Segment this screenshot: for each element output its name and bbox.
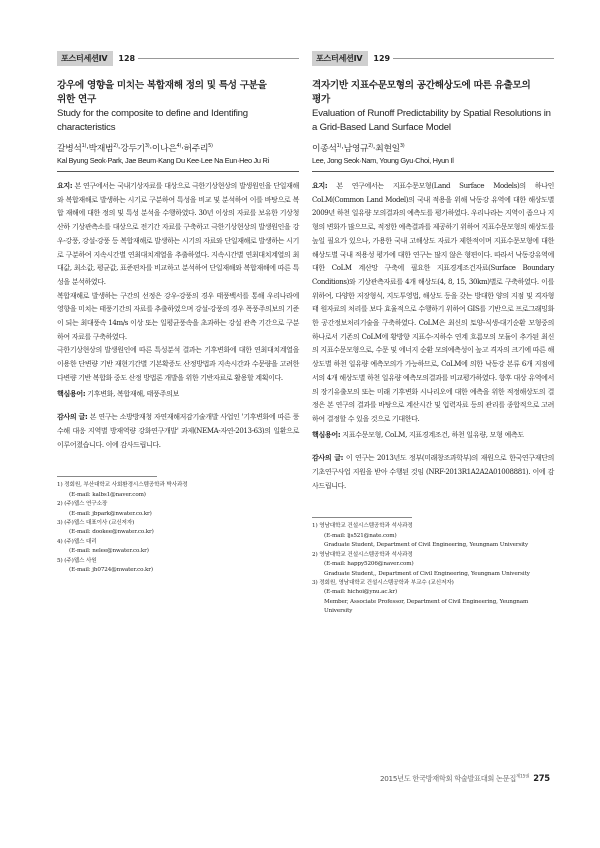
title-rule — [57, 171, 299, 172]
article-number: 129 — [373, 54, 391, 63]
session-header — [57, 52, 299, 65]
footnote-rule — [312, 517, 412, 518]
authors-ko: 갈병석$^{1)}$·박재범$^{2)}$·강두기$^{3)}$·이나은$^{4)}$·허주리$^{5)}$ — [57, 143, 213, 154]
acknowledgement: 감사의 글: 본 연구는 소방방재청 자연재해저감기술개발 사업인 '기후변화에 따른 풍수해 대응 지역별 방재역량 강화연구개발' 과제(NEMA-자연-2013-63)의 일환으로 이루어졌습니다. 이에 감사드립니다. — [57, 413, 300, 449]
footnotes: 1) 정회원, 부산대학교 사회환경시스템공학과 박사과정 (E-mail: kalbs1@naver.com) 2) (주)웹스 연구소장 (E-mail: jbpark@nwater.co.kr) 3) (주)웹스 대표이사 (교신저자) (E-mail: dookee@nwater.co.kr) 4) (주)웹스 대리 (E-mail: nelee@nwater.co.kr) 5) (주)웹스 사원 (E-mail: jh0724@nwater.co.kr) — [57, 482, 188, 574]
article-number: 128 — [118, 54, 136, 63]
keywords: 핵심용어: 기후변화, 복합재해, 태풍주의보 — [57, 389, 179, 398]
abstract: 요지: 본 연구에서는 지표수문모형(Land Surface Models)의 하나인 CoLM(Common Land Model)의 국내 적용을 위해 낙동강 유역에 대한 해상도별 2009년 하천 일유량 모의결과의 예측도를 평가하였다. 우리나라는 지역이 좁으나 지형의 변화가 많으므로, 적정한 예측결과를 제공하기 위하여 지표수문모형의 해상도를 높일 필요가 있으나, 가용한 국내 고해상도 자료가 제한적이며 지표수문모형에 대한 해상도별 국내 적용성 평가에 대한 연구는 많지 않은 형편이다. 따라서 낙동강유역에 대한 CoLM 계산망 구축에 필요한 지표경계조건자료(Surface Boundary Conditions)와 기상관측자료를 4개 해상도(4, 8, 15, 30km)별로 구축하였다. 이를 위하여, 다양한 저장형식, 지도투영법, 해상도 등을 갖는 방대한 양의 지점 및 격자형태 원자료의 처리를 보다 효율적으로 수행하기 위하여 GIS를 기반으로 프로그래밍화한 공간정보처리기술을 구축하였다. CoLM은 최신의 토양-식생-대기순환 모형중의 하나로서 기존의 CoLM에 황방향 지표수-지하수 연계 흐름모의 모듈이 추가된 최신의 지표수문모형으로, 수문 및 에너지 순환 모의예측성이 높고 격자의 크기에 따른 해상도별 하천 일유량 예측모의가 가능하므로, CoLM에 의한 낙동강 본류 6개 지점에서의 4개 해상도별 하천 일유량 예측모의결과를 비교평가하였다. 향후 대상 유역에서의 장기유출모의 또는 미래 기후변화 시나리오에 대한 예측을 위한 적정해상도의 결정은 본 연구의 결과를 바탕으로 계산시간 및 입력자료 등의 관리를 종합적으로 고려하여 결정할 수 있을 것으로 기대한다. — [312, 182, 554, 423]
title-en: Study for the composite to define and Identifing characteristics — [57, 108, 248, 133]
page-number: 275 — [533, 773, 550, 783]
footnote-rule — [57, 476, 157, 477]
header-rule — [138, 58, 299, 59]
right-article — [312, 52, 554, 617]
acknowledgement: 감사의 글: 이 연구는 2013년도 정부(미래창조과학부)의 재원으로 한국연구재단의 기초연구사업 지원을 받아 수행된 것임 (NRF-2013R1A2A2A01008881). 이에 감사드립니다. — [312, 454, 554, 490]
left-article — [57, 52, 299, 575]
authors-en: Lee, Jong Seok·Nam, Young Gyu·Choi, Hyun Il — [312, 156, 454, 165]
footer-volume: 제15권 — [515, 774, 530, 780]
title-en: Evaluation of Runoff Predictability by Spatial Resolutions in a Grid-Based Land Surface Model — [312, 108, 551, 133]
authors-ko: 이종석$^{1)}$·남영규$^{2)}$·최현일$^{3)}$ — [312, 143, 405, 154]
footer-text: 2015년도 한국방재학회 학술발표대회 논문집 — [380, 774, 516, 783]
session-tag: 포스터세션IV — [312, 51, 368, 66]
title-rule — [312, 171, 554, 172]
authors-en: Kal Byung Seok·Park, Jae Beum·Kang Du Kee·Lee Na Eun·Heo Ju Ri — [57, 156, 269, 165]
title-ko: 격자기반 지표수문모형의 공간해상도에 따른 유출모의 평가 — [312, 80, 531, 105]
session-tag: 포스터세션IV — [57, 51, 113, 66]
footnotes: 1) 영남대학교 건설시스템공학과 석사과정 (E-mail: ljs521@nate.com) Graduate Student, Department of Civil Engineering, Yeungnam University 2) 영남대학교 건설시스템공학과 석사과정 (E-mail: happy5206@naver.com) Graduate Student,, Department of Civil Engineering, Yeungnam University 3) 정회원, 영남대학교 건설시스템공학과 부교수 (교신저자) (E-mail: hichoi@ynu.ac.kr) Member, Associate Professor, Department of Civil Engineering, Yeungnam University — [312, 523, 530, 615]
page-footer — [380, 773, 550, 784]
header-rule — [393, 58, 554, 59]
session-header — [312, 52, 554, 65]
keywords: 핵심용어: 지표수문모형, CoLM, 지표경계조건, 하천 일유량, 모형 예측도 — [312, 430, 524, 439]
abstract: 요지: 본 연구에서는 국내기상자료를 대상으로 극한기상현상의 발생원인을 단일재해와 복합재해로 발생하는 시기로 구분하여 특성을 비교 및 분석하여 이를 바탕으로 복합 재해에 대한 정의 및 특성 분석을 수행하였다. 30년 이상의 자료를 보유한 기상청 산하 기상관측소를 대상으로 전기간 자료를 구축하고 극한기상현상의 발생원인을 강우-강풍, 강설-강풍 등 복합재해로 발생하는 시기의 자료와 단일재해로 발생하는 시기로 구분하여 지속시간별 연최대치계열을 추출하였다. 지속시간별 연최대치계열의 최대값, 최소값, 평균값, 표준편차를 비교하고 분석하여 단일재해와 복합재해에 따른 특성을 분석하였다. 복합재해로 발생하는 구간의 선정은 강우-강풍의 경우 태풍백서를 통해 우리나라에 영향을 미치는 태풍기간의 자료를 추출하였으며 강설-강풍의 경우 폭풍주의보의 기준이 되는 최대풍속 14m/s 이상 또는 일평균풍속을 초과하는 강설 관측 기간으로 구분하여 자료를 구축하였다. 극한기상현상의 발생원인에 따른 특성분석 결과는 기후변화에 대한 연최대치계열을 이용한 단변량 기반 재현기간별 기본확증도 산정방법과 지속시간과 수문량을 고려한 다변량 기반 복합화 중도 산정 방법론 개발을 위한 기반자료로 활용할 계획이다. — [57, 182, 299, 382]
title-ko: 강우에 영향을 미치는 복합재해 정의 및 특성 구분을 위한 연구 — [57, 80, 267, 105]
